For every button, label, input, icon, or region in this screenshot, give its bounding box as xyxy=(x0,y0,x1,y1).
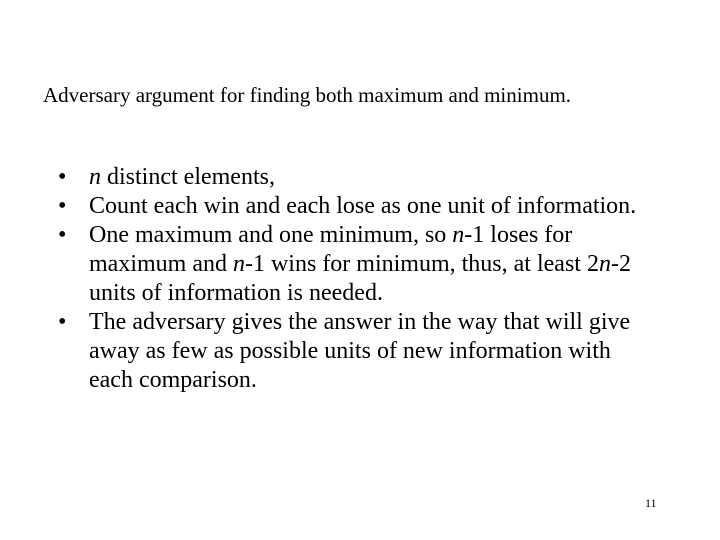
bullet-text: n distinct elements, xyxy=(89,164,275,190)
bullet-icon: • xyxy=(58,193,67,219)
bullet-icon: • xyxy=(58,164,67,190)
bullet-item xyxy=(58,163,658,192)
bullet-item xyxy=(58,308,658,395)
bullet-text: Count each win and each lose as one unit of information. xyxy=(89,193,637,219)
bullet-text: The adversary gives the answer in the way that will give away as few as possible units of new information with each comparison. xyxy=(89,309,631,393)
bullet-item xyxy=(58,221,658,308)
bullet-item xyxy=(58,192,658,221)
bullet-icon: • xyxy=(58,222,67,248)
bullet-list xyxy=(58,163,658,395)
bullet-text: One maximum and one minimum, so n-1 loses for maximum and n-1 wins for minimum, thus, at least 2n-2 units of information is needed. xyxy=(89,222,631,306)
slide-title: Adversary argument for finding both maximum and minimum. xyxy=(43,83,572,107)
bullet-icon: • xyxy=(58,309,67,335)
page-number: 11 xyxy=(645,496,657,510)
